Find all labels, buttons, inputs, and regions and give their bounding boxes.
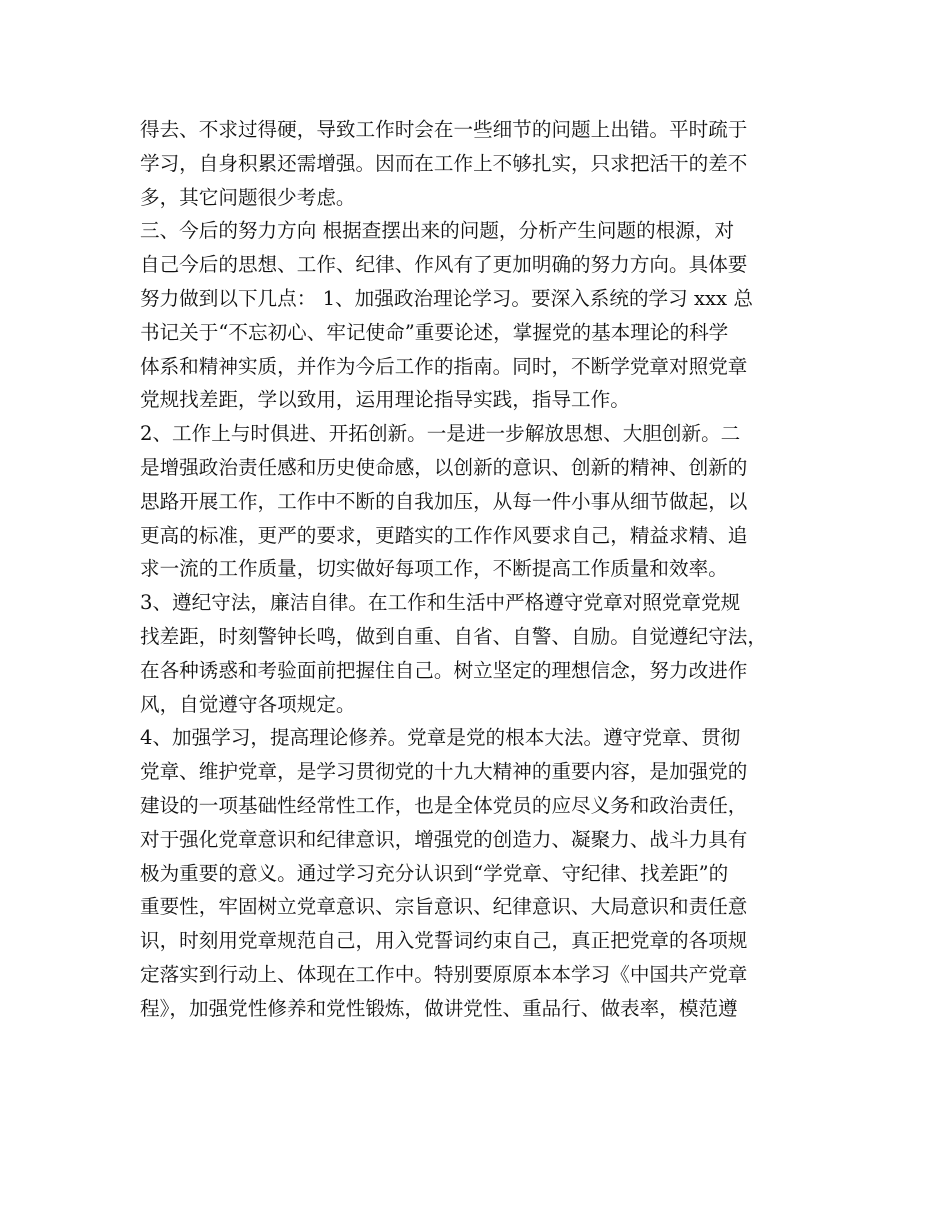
text-line: 4、加强学习，提高理论修养。党章是党的根本大法。遵守党章、贯彻 (140, 726, 741, 750)
text-line: 努力做到以下几点： 1、加强政治理论学习。要深入系统的学习 xxx 总 (140, 286, 753, 310)
text-line: 是增强政治责任感和历史使命感，以创新的意识、创新的精神、创新的 (140, 455, 748, 479)
text-line: 求一流的工作质量，切实做好每项工作，不断提高工作质量和效率。 (140, 557, 728, 581)
text-line: 学习，自身积累还需增强。因而在工作上不够扎实，只求把活干的差不 (140, 151, 748, 175)
text-line: 2、工作上与时俱进、开拓创新。一是进一步解放思想、大胆创新。二 (140, 422, 741, 446)
text-line: 自己今后的思想、工作、纪律、作风有了更加明确的努力方向。具体要 (140, 253, 748, 277)
text-line: 对于强化党章意识和纪律意识，增强党的创造力、凝聚力、战斗力具有 (140, 827, 748, 851)
body-text (140, 113, 830, 1026)
text-line: 定落实到行动上、体现在工作中。特别要原原本本学习《中国共产党章 (140, 962, 748, 986)
text-line: 党章、维护党章，是学习贯彻党的十九大精神的重要内容，是加强党的 (140, 760, 748, 784)
text-line: 重要性，牢固树立党章意识、宗旨意识、纪律意识、大局意识和责任意 (140, 895, 748, 919)
text-line: 程》，加强党性修养和党性锻炼，做讲党性、重品行、做表率，模范遵 (140, 996, 738, 1020)
text-line: 找差距，时刻警钟长鸣，做到自重、自省、自警、自励。自觉遵纪守法， (140, 624, 767, 648)
text-line: 得去、不求过得硬，导致工作时会在一些细节的问题上出错。平时疏于 (140, 118, 748, 141)
text-line: 党规找差距，学以致用，运用理论指导实践，指导工作。 (140, 388, 630, 412)
text-line: 识，时刻用党章规范自己，用入党誓词约束自己，真正把党章的各项规 (140, 929, 748, 953)
text-line: 建设的一项基础性经常性工作，也是全体党员的应尽义务和政治责任， (140, 793, 748, 817)
section-heading-line: 三、今后的努力方向 根据查摆出来的问题，分析产生问题的根源，对 (140, 219, 735, 243)
text-line: 书记关于“不忘初心、牢记使命”重要论述，掌握党的基本理论的科学 (140, 320, 729, 344)
text-line: 体系和精神实质，并作为今后工作的指南。同时，不断学党章对照党章 (140, 354, 748, 378)
text-line: 思路开展工作，工作中不断的自我加压，从每一件小事从细节做起，以 (140, 489, 748, 513)
text-line: 3、遵纪守法，廉洁自律。在工作和生活中严格遵守党章对照党章党规 (140, 591, 741, 615)
text-line: 在各种诱惑和考验面前把握住自己。树立坚定的理想信念，努力改进作 (140, 658, 748, 682)
text-line: 极为重要的意义。通过学习充分认识到“学党章、守纪律、找差距”的 (140, 861, 729, 885)
text-line: 多，其它问题很少考虑。 (140, 185, 356, 209)
text-line: 更高的标准，更严的要求，更踏实的工作作风要求自己，精益求精、追 (140, 523, 748, 547)
text-line: 风，自觉遵守各项规定。 (140, 692, 356, 716)
